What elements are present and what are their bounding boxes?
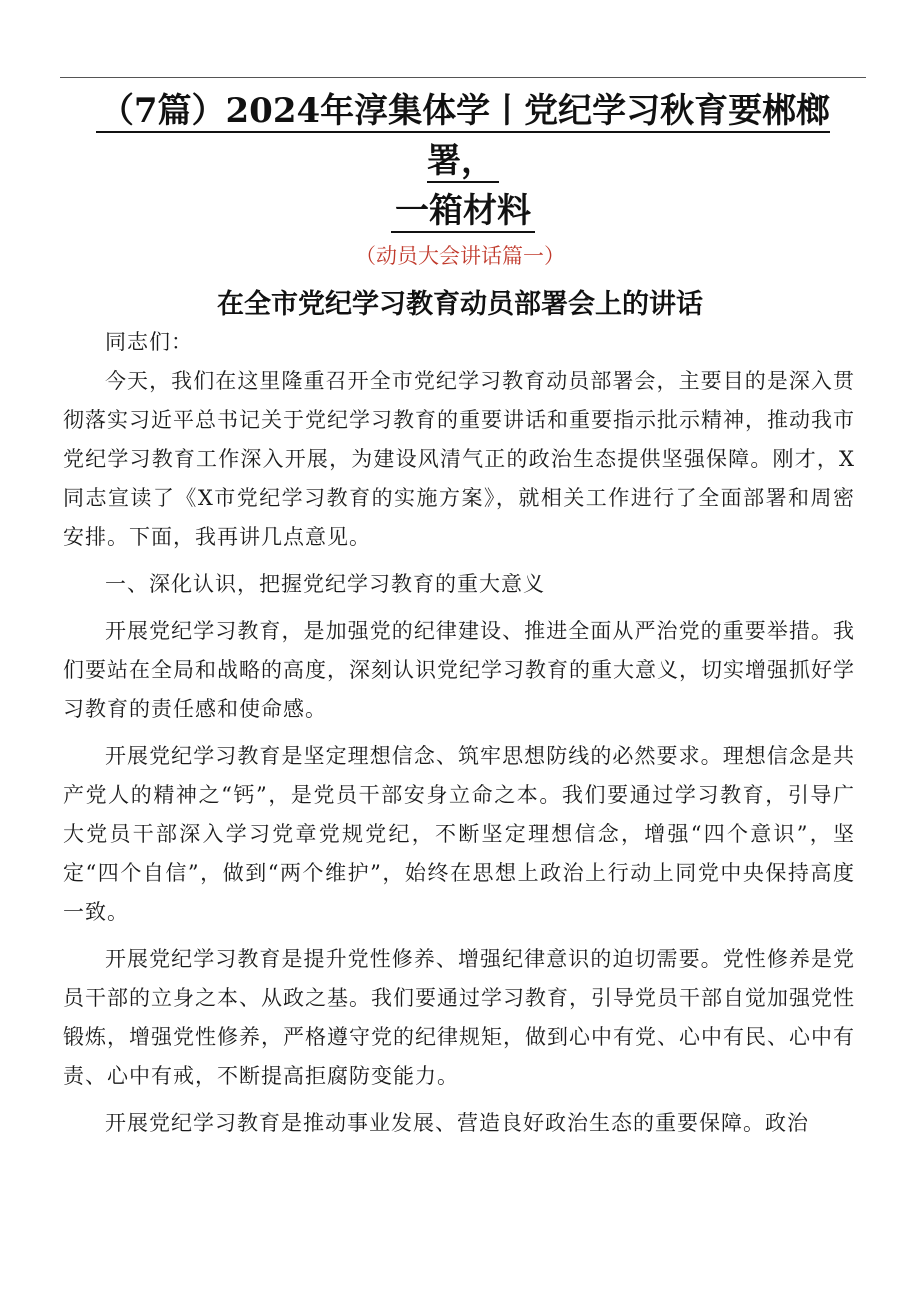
document-title-line2: 一箱材料 bbox=[391, 191, 535, 233]
top-rule-divider bbox=[60, 77, 866, 78]
body-paragraph: 开展党纪学习教育，是加强党的纪律建设、推进全面从严治党的重要举措。我们要站在全局和战略的高度，深刻认识党纪学习教育的重大意义，切实增强抓好学习教育的责任感和使命感。 bbox=[63, 619, 855, 721]
speech-title: 在全市党纪学习教育动员部署会上的讲话 bbox=[217, 289, 703, 320]
document-title bbox=[60, 86, 866, 236]
document-title-line1: （7篇）2024年淳集体学丨党纪学习秋育要郴榔署， bbox=[96, 91, 830, 183]
salutation: 同志们： bbox=[105, 330, 193, 354]
section-tag: （动员大会讲话篇一） bbox=[355, 244, 565, 268]
body-paragraph: 开展党纪学习教育是坚定理想信念、筑牢思想防线的必然要求。理想信念是共产党人的精神之“钙”，是党员干部安身立命之本。我们要通过学习教育，引导广大党员干部深入学习党章党规党纪，不断坚定理想信念，增强“四个意识”，坚定“四个自信”，做到“两个维护”，始终在思想上政治上行动上同党中央保持高度一致。 bbox=[63, 744, 855, 924]
speech-body bbox=[63, 323, 855, 1143]
body-paragraph: 开展党纪学习教育是提升党性修养、增强纪律意识的迫切需要。党性修养是党员干部的立身之本、从政之基。我们要通过学习教育，引导党员干部自觉加强党性锻炼，增强党性修养，严格遵守党的纪律规矩，做到心中有党、心中有民、心中有责、心中有戒，不断提高拒腐防变能力。 bbox=[63, 947, 855, 1088]
body-paragraph: 开展党纪学习教育是推动事业发展、营造良好政治生态的重要保障。政治 bbox=[105, 1111, 809, 1135]
body-paragraph: 今天，我们在这里隆重召开全市党纪学习教育动员部署会，主要目的是深入贯彻落实习近平总书记关于党纪学习教育的重要讲话和重要指示批示精神，推动我市党纪学习教育工作深入开展，为建设风清气正的政治生态提供坚强保障。刚才，X同志宣读了《X市党纪学习教育的实施方案》，就相关工作进行了全面部署和周密安排。下面，我再讲几点意见。 bbox=[63, 369, 855, 549]
section-heading: 一、深化认识，把握党纪学习教育的重大意义 bbox=[105, 572, 545, 596]
